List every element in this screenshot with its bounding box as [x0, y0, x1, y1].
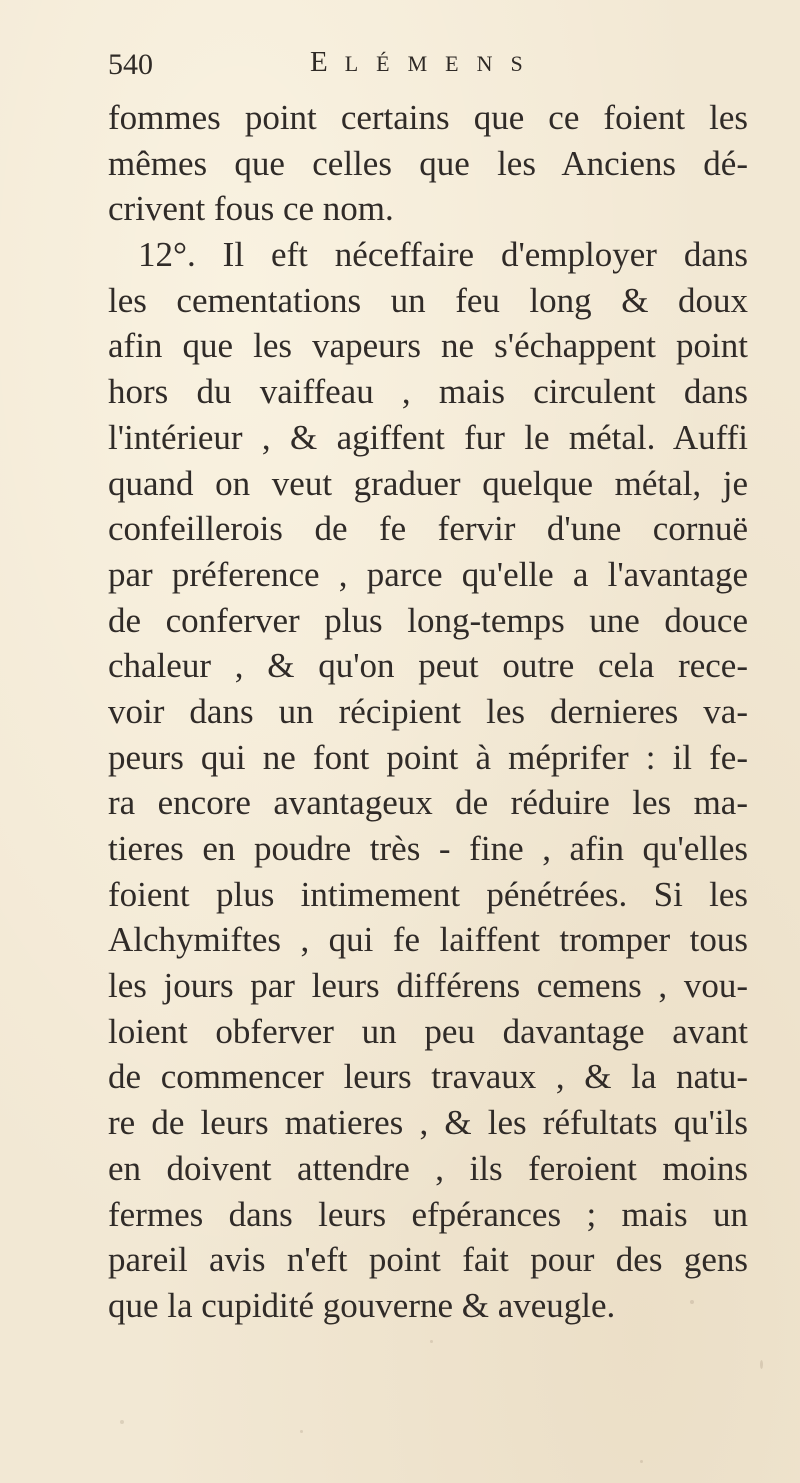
text-line: afin que les vapeurs ne s'échappent point — [108, 326, 748, 366]
text-line: loient obferver un peu davantage avant — [108, 1011, 748, 1051]
text-line: 12°. Il eft néceffaire d'employer dans — [138, 235, 748, 275]
text-line: peurs qui ne font point à méprifer : il fe- — [108, 737, 748, 777]
paper-speck — [640, 1460, 643, 1463]
text-line: les cementations un feu long & doux — [108, 280, 748, 320]
text-line: les jours par leurs différens cemens , vou- — [108, 966, 748, 1006]
text-line: pareil avis n'eft point fait pour des gens — [108, 1240, 748, 1280]
running-head-initial: E — [310, 46, 345, 78]
page-header — [108, 40, 708, 90]
text-line: l'intérieur , & agiffent fur le métal. Auffi — [108, 417, 748, 457]
running-head-rest: LÉMENS — [344, 51, 541, 76]
text-line: re de leurs matieres , & les réfultats qu'ils — [108, 1103, 748, 1143]
text-line: mêmes que celles que les Anciens dé- — [108, 143, 748, 183]
text-line: par préference , parce qu'elle a l'avantage — [108, 554, 748, 594]
text-line: de commencer leurs travaux , & la natu- — [108, 1057, 748, 1097]
text-line: quand on veut graduer quelque métal, je — [108, 463, 748, 503]
text-line: de conferver plus long-temps une douce — [108, 600, 748, 640]
paper-speck — [690, 1300, 694, 1304]
text-line: tieres en poudre très - fine , afin qu'elles — [108, 829, 748, 868]
running-head — [310, 46, 541, 79]
page-number: 540 — [108, 48, 153, 81]
paper-speck — [120, 1420, 124, 1424]
body-text — [108, 95, 748, 1329]
text-line: voir dans un récipient les dernieres va- — [108, 691, 748, 731]
paper-speck — [300, 1430, 303, 1433]
text-line: que la cupidité gouverne & aveugle. — [108, 1285, 616, 1325]
text-line: fermes dans leurs efpérances ; mais un — [108, 1194, 748, 1234]
text-line: en doivent attendre , ils feroient moins — [108, 1148, 748, 1188]
paper-speck — [430, 1340, 433, 1343]
text-line: Alchymiftes , qui fe laiffent tromper tous — [108, 920, 748, 960]
text-line: fommes point certains que ce foient les — [108, 98, 748, 137]
text-line: chaleur , & qu'on peut outre cela rece- — [108, 646, 748, 686]
text-line: ra encore avantageux de réduire les ma- — [108, 783, 748, 823]
text-line: hors du vaiffeau , mais circulent dans — [108, 372, 748, 412]
text-line: foient plus intimement pénétrées. Si les — [108, 874, 748, 914]
text-line: confeillerois de fe fervir d'une cornuë — [108, 509, 748, 549]
paper-speck — [760, 1360, 763, 1369]
text-line: crivent fous ce nom. — [108, 189, 394, 229]
